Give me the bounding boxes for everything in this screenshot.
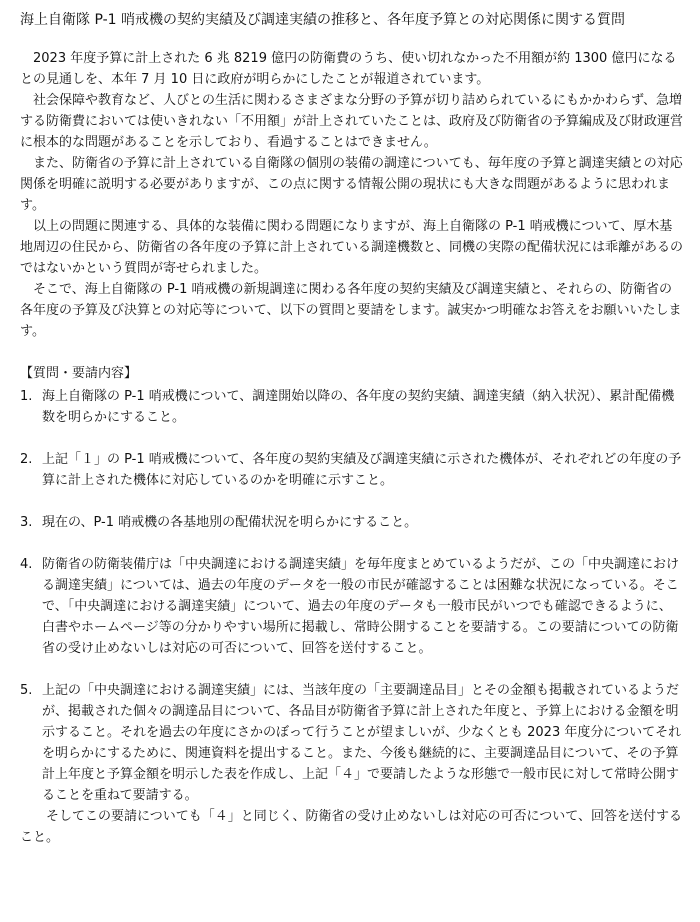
spacer xyxy=(20,342,684,363)
spacer xyxy=(20,428,684,449)
list-item xyxy=(20,512,684,533)
spacer xyxy=(20,533,684,554)
section-heading: 【質問・要請内容】 xyxy=(20,366,138,381)
intro-paragraph: 2023 年度予算に計上された 6 兆 8219 億円の防衛費のうち、使い切れなかった不用額が約 1300 億円になるとの見通しを、本年 7 月 10 日に政府が明らかにしたことが報道されています。 xyxy=(20,51,677,87)
list-item xyxy=(20,554,684,659)
spacer xyxy=(20,659,684,680)
item-text: 現在の、P-1 哨戒機の各基地別の配備状況を明らかにすること。 xyxy=(42,515,418,530)
item-text: 海上自衛隊の P-1 哨戒機について、調達開始以降の、各年度の契約実績、調達実績（納入状況）、累計配備機数を明らかにすること。 xyxy=(42,389,675,425)
item-number: 5. xyxy=(20,683,33,698)
closing-paragraph: そしてこの要請についても「４」と同じく、防衛省の受け止めないしは対応の可否について、回答を送付すること。 xyxy=(20,809,682,845)
item-text: 上記の「中央調達における調達実績」には、当該年度の「主要調達品目」とその金額も掲載されているようだが、掲載された個々の調達品目について、各品目が防衛省予算に計上された年度と、予算上における金額を明示すること。それを過去の年度にさかのぼって行うことが望ましいが、少なくとも 2023 年度分についてそれを明らかにするために、関連資料を提出すること。また、今後も継続的に、主要調達品目について、その予算計上年度と予算金額を明示した表を作成し、上記「４」で要請したような形態で一般市民に対して常時公開することを重ねて要請する。 xyxy=(42,683,682,803)
item-text: 防衛省の防衛装備庁は「中央調達における調達実績」を毎年度まとめているようだが、この「中央調達における調達実績」については、過去の年度のデータを一般の市民が確認することは困難な状況になっている。そこで、「中央調達における調達実績」について、過去の年度のデータも一般市民がいつでも確認できるように、白書やホームページ等の分かりやすい場所に掲載し、常時公開することを要請する。この要請についての防衛省の受け止めないしは対応の可否について、回答を送付すること。 xyxy=(42,557,680,656)
item-number: 4. xyxy=(20,557,33,572)
document-title: 海上自衛隊 P-1 哨戒機の契約実績及び調達実績の推移と、各年度予算との対応関係に関する質問 xyxy=(20,12,625,28)
intro-paragraph: 以上の問題に関連する、具体的な装備に関わる問題になりますが、海上自衛隊の P-1 哨戒機について、厚木基地周辺の住民から、防衛省の各年度の予算に計上されている調達機数と、同機の実際の配備状況には乖離があるのではないかという質問が寄せられました。 xyxy=(20,219,684,276)
intro-paragraph: また、防衛省の予算に計上されている自衛隊の個別の装備の調達についても、毎年度の予算と調達実績との対応関係を明確に説明する必要がありますが、この点に関する情報公開の現状にも大きな問題があるように思われます。 xyxy=(20,156,683,213)
list-item xyxy=(20,449,684,491)
item-text: 上記「１」の P-1 哨戒機について、各年度の契約実績及び調達実績に示された機体が、それぞれどの年度の予算に計上された機体に対応しているのかを明確に示すこと。 xyxy=(42,452,682,488)
item-number: 2. xyxy=(20,452,33,467)
item-number: 3. xyxy=(20,515,33,530)
intro-paragraph: 社会保障や教育など、人びとの生活に関わるさまざまな分野の予算が切り詰められているにもかかわらず、急増する防衛費においては使いきれない「不用額」が計上されていたことは、政府及び防衛省の予算編成及び財政運営に根本的な問題があることを示しており、看過することはできません。 xyxy=(20,93,684,150)
list-item xyxy=(20,680,684,806)
spacer xyxy=(20,491,684,512)
item-number: 1. xyxy=(20,389,33,404)
intro-paragraph: そこで、海上自衛隊の P-1 哨戒機の新規調達に関わる各年度の契約実績及び調達実績と、それらの、防衛省の各年度の予算及び決算との対応等について、以下の質問と要請をします。誠実かつ明確なお答えをお願いいたします。 xyxy=(20,282,682,339)
intro-section xyxy=(20,48,684,342)
list-item xyxy=(20,386,684,428)
request-list xyxy=(20,386,684,806)
